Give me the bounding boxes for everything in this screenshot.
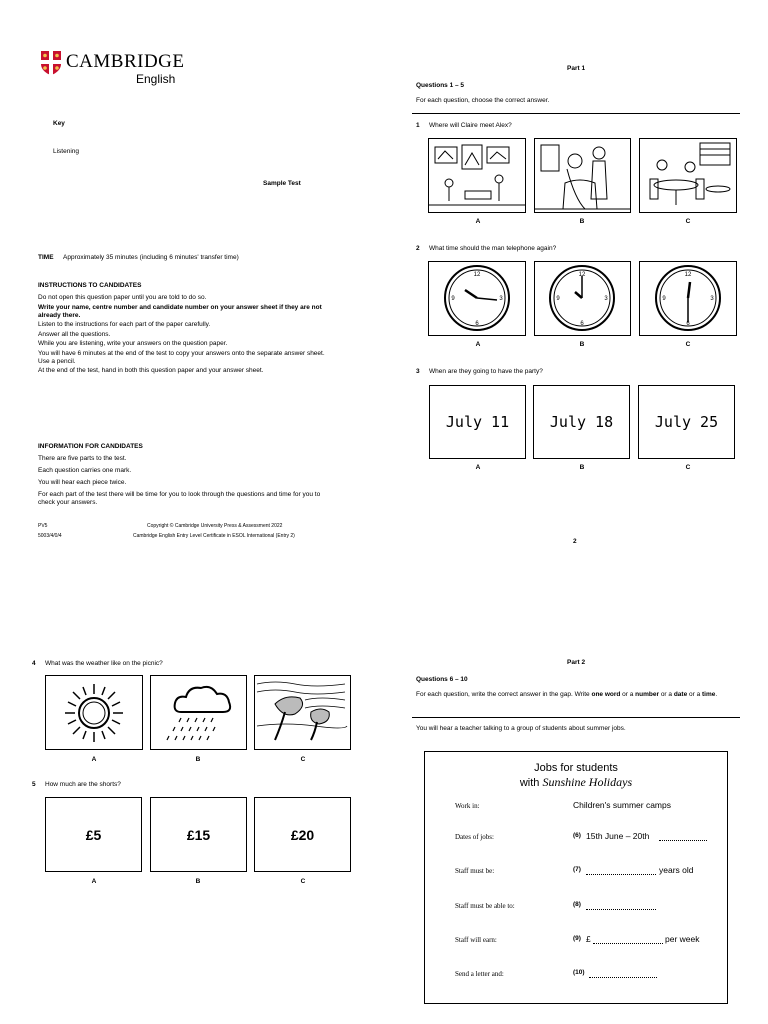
info-item: You will hear each piece twice. <box>38 479 127 486</box>
questions-6-10: Questions 6 – 10 <box>416 676 468 683</box>
instruction-text: or a <box>659 691 674 698</box>
svg-text:9: 9 <box>556 296 560 302</box>
q3-text: When are they going to have the party? <box>429 368 543 375</box>
row-label: Staff will earn: <box>455 936 497 944</box>
row-number: (9) <box>573 935 581 942</box>
q5-option-b[interactable] <box>150 797 247 872</box>
sample-test-label: Sample Test <box>263 180 301 187</box>
info-list <box>38 455 338 507</box>
hair-salon-icon <box>535 139 630 212</box>
answer-blank[interactable] <box>586 874 656 875</box>
one-word-text: one word <box>591 691 621 698</box>
q4-option-a-picture[interactable] <box>45 675 143 750</box>
row-value: Children's summer camps <box>573 800 671 810</box>
key-label: Key <box>53 120 65 127</box>
instruction-item: Do not open this question paper until you are told to do so. <box>38 294 207 301</box>
answer-blank[interactable] <box>593 943 663 944</box>
q1-letter-b: B <box>579 218 585 225</box>
number-text: number <box>635 691 660 698</box>
instruction-text: . <box>715 691 718 698</box>
svg-text:3: 3 <box>710 296 714 302</box>
date-text: July 25 <box>654 413 719 431</box>
info-item: Each question carries one mark. <box>38 467 132 474</box>
info-item: There are five parts to the test. <box>38 455 127 462</box>
info-title: INFORMATION FOR CANDIDATES <box>38 443 143 450</box>
price-text: £20 <box>290 826 315 843</box>
logo-sub: English <box>136 72 176 86</box>
clock-icon <box>640 262 736 335</box>
q3-letter-b: B <box>579 464 585 471</box>
part1-title: Part 1 <box>567 65 586 72</box>
instructions-list <box>38 294 338 375</box>
q2-letter-a: A <box>475 341 481 348</box>
notes-row <box>455 968 725 980</box>
page-number: 2 <box>573 538 577 545</box>
svg-text:9: 9 <box>662 296 666 302</box>
info-item: For each part of the test there will be time for you to look through the questions and time for you to check your answers. <box>38 491 321 506</box>
title-prefix: with <box>519 777 543 789</box>
instruction-text: or a <box>620 691 636 698</box>
instruction-item: You will have 6 minutes at the end of the test to copy your answers onto the separate answer sheet. Use a pencil. <box>38 349 325 365</box>
price-text: £5 <box>85 826 102 843</box>
instruction-item: Listen to the instructions for each part of the paper carefully. <box>38 321 211 328</box>
art-gallery-icon <box>429 139 525 212</box>
q5-text: How much are the shorts? <box>45 781 121 788</box>
q1-option-b-picture[interactable] <box>534 138 631 213</box>
svg-text:3: 3 <box>499 296 503 302</box>
row-number: (6) <box>573 832 581 839</box>
q5-letter-a: A <box>91 878 97 885</box>
sun-icon <box>46 676 142 749</box>
box-title-line2 <box>425 775 727 790</box>
time-label: TIME <box>38 254 54 261</box>
svg-text:6: 6 <box>580 321 584 327</box>
date-text: July 11 <box>445 413 510 431</box>
time-text: Approximately 35 minutes (including 6 minutes' transfer time) <box>63 254 239 261</box>
q2-option-b-picture[interactable] <box>534 261 631 336</box>
q1-letter-a: A <box>475 218 481 225</box>
row-label: Dates of jobs: <box>455 833 494 841</box>
notes-row <box>455 900 725 912</box>
q3-letter-a: A <box>475 464 481 471</box>
q5-letter-b: B <box>195 878 201 885</box>
time-text: time <box>702 691 716 698</box>
row-number: (7) <box>573 866 581 873</box>
q3-letter-c: C <box>685 464 691 471</box>
instruction-item: At the end of the test, hand in both this question paper and your answer sheet. <box>38 367 264 374</box>
divider <box>412 717 740 718</box>
row-number: (10) <box>573 969 585 976</box>
cambridge-logo <box>40 50 185 90</box>
jobs-notes-box <box>424 751 728 1004</box>
footer-code1: PV5 <box>38 523 48 529</box>
svg-text:12: 12 <box>473 272 481 278</box>
row-suffix: years old <box>659 865 694 875</box>
notes-row <box>455 800 725 812</box>
instructions-title: INSTRUCTIONS TO CANDIDATES <box>38 282 142 289</box>
svg-text:6: 6 <box>686 321 690 327</box>
part2-context: You will hear a teacher talking to a group of students about summer jobs. <box>416 725 626 732</box>
cafe-icon <box>640 139 736 212</box>
row-value: £ <box>586 934 591 944</box>
q4-option-b-picture[interactable] <box>150 675 247 750</box>
cambridge-shield-icon <box>40 50 62 76</box>
row-label: Work in: <box>455 802 480 810</box>
q3-option-c[interactable] <box>638 385 735 459</box>
instruction-item: Write your name, centre number and candidate number on your answer sheet if they are not already there. <box>38 303 322 319</box>
svg-text:12: 12 <box>684 272 692 278</box>
listening-label: Listening <box>53 148 80 155</box>
footer-code2: 5003/4/0/4 <box>38 533 62 539</box>
q3-option-b[interactable] <box>533 385 630 459</box>
q1-option-a-picture[interactable] <box>428 138 526 213</box>
notes-row <box>455 831 725 843</box>
divider <box>412 113 740 114</box>
q4-letter-b: B <box>195 756 201 763</box>
row-value: 15th June – 20th <box>586 831 650 841</box>
q4-letter-c: C <box>300 756 306 763</box>
answer-blank[interactable] <box>586 909 656 910</box>
answer-blank[interactable] <box>589 977 657 978</box>
clock-icon <box>429 262 525 335</box>
row-label: Staff must be: <box>455 867 495 875</box>
box-title-line1: Jobs for students <box>534 762 618 774</box>
q1-text: Where will Claire meet Alex? <box>429 122 512 129</box>
row-suffix: per week <box>665 934 700 944</box>
q2-number: 2 <box>416 245 420 252</box>
row-label: Staff must be able to: <box>455 902 515 910</box>
date-text: July 18 <box>549 413 614 431</box>
q2-option-c-picture[interactable] <box>639 261 737 336</box>
notes-row <box>455 934 725 946</box>
svg-text:3: 3 <box>604 296 608 302</box>
price-text: £15 <box>186 826 211 843</box>
part2-title: Part 2 <box>567 659 586 666</box>
part2-instruction <box>416 691 738 699</box>
row-number: (8) <box>573 901 581 908</box>
q2-option-a-picture[interactable] <box>428 261 526 336</box>
q4-letter-a: A <box>91 756 97 763</box>
rain-cloud-icon <box>151 676 246 749</box>
q4-text: What was the weather like on the picnic? <box>45 660 163 667</box>
q2-letter-b: B <box>579 341 585 348</box>
svg-text:9: 9 <box>451 296 455 302</box>
windy-trees-icon <box>255 676 350 749</box>
svg-text:12: 12 <box>578 272 586 278</box>
q5-option-c[interactable] <box>254 797 351 872</box>
answer-blank[interactable] <box>659 840 707 841</box>
notes-row <box>455 865 725 877</box>
company-name: Sunshine Holidays <box>542 775 633 789</box>
q5-option-a[interactable] <box>45 797 142 872</box>
questions-1-5: Questions 1 – 5 <box>416 82 465 89</box>
logo-brand: CAMBRIDGE <box>66 51 185 72</box>
q4-option-c-picture[interactable] <box>254 675 351 750</box>
instruction-text: For each question, write the correct answer in the gap. Write <box>416 691 592 698</box>
q2-letter-c: C <box>685 341 691 348</box>
q2-text: What time should the man telephone again? <box>429 245 557 252</box>
row-label: Send a letter and: <box>455 970 504 978</box>
q3-number: 3 <box>416 368 420 375</box>
instruction-text: or a <box>687 691 703 698</box>
q1-number: 1 <box>416 122 420 129</box>
q1-letter-c: C <box>685 218 691 225</box>
footer-copyright: Copyright © Cambridge University Press & Assessment 2022 <box>147 523 283 529</box>
part1-instruction: For each question, choose the correct answer. <box>416 97 550 104</box>
date-text: date <box>673 691 688 698</box>
q3-option-a[interactable] <box>429 385 526 459</box>
q1-option-c-picture[interactable] <box>639 138 737 213</box>
footer-cert: Cambridge English Entry Level Certificate in ESOL International (Entry 2) <box>133 533 295 539</box>
instruction-item: Answer all the questions. <box>38 330 111 338</box>
q5-letter-c: C <box>300 878 306 885</box>
svg-text:6: 6 <box>475 321 479 327</box>
instruction-item: While you are listening, write your answers on the question paper. <box>38 340 228 347</box>
clock-icon <box>535 262 630 335</box>
q5-number: 5 <box>32 781 36 788</box>
q4-number: 4 <box>32 660 36 667</box>
